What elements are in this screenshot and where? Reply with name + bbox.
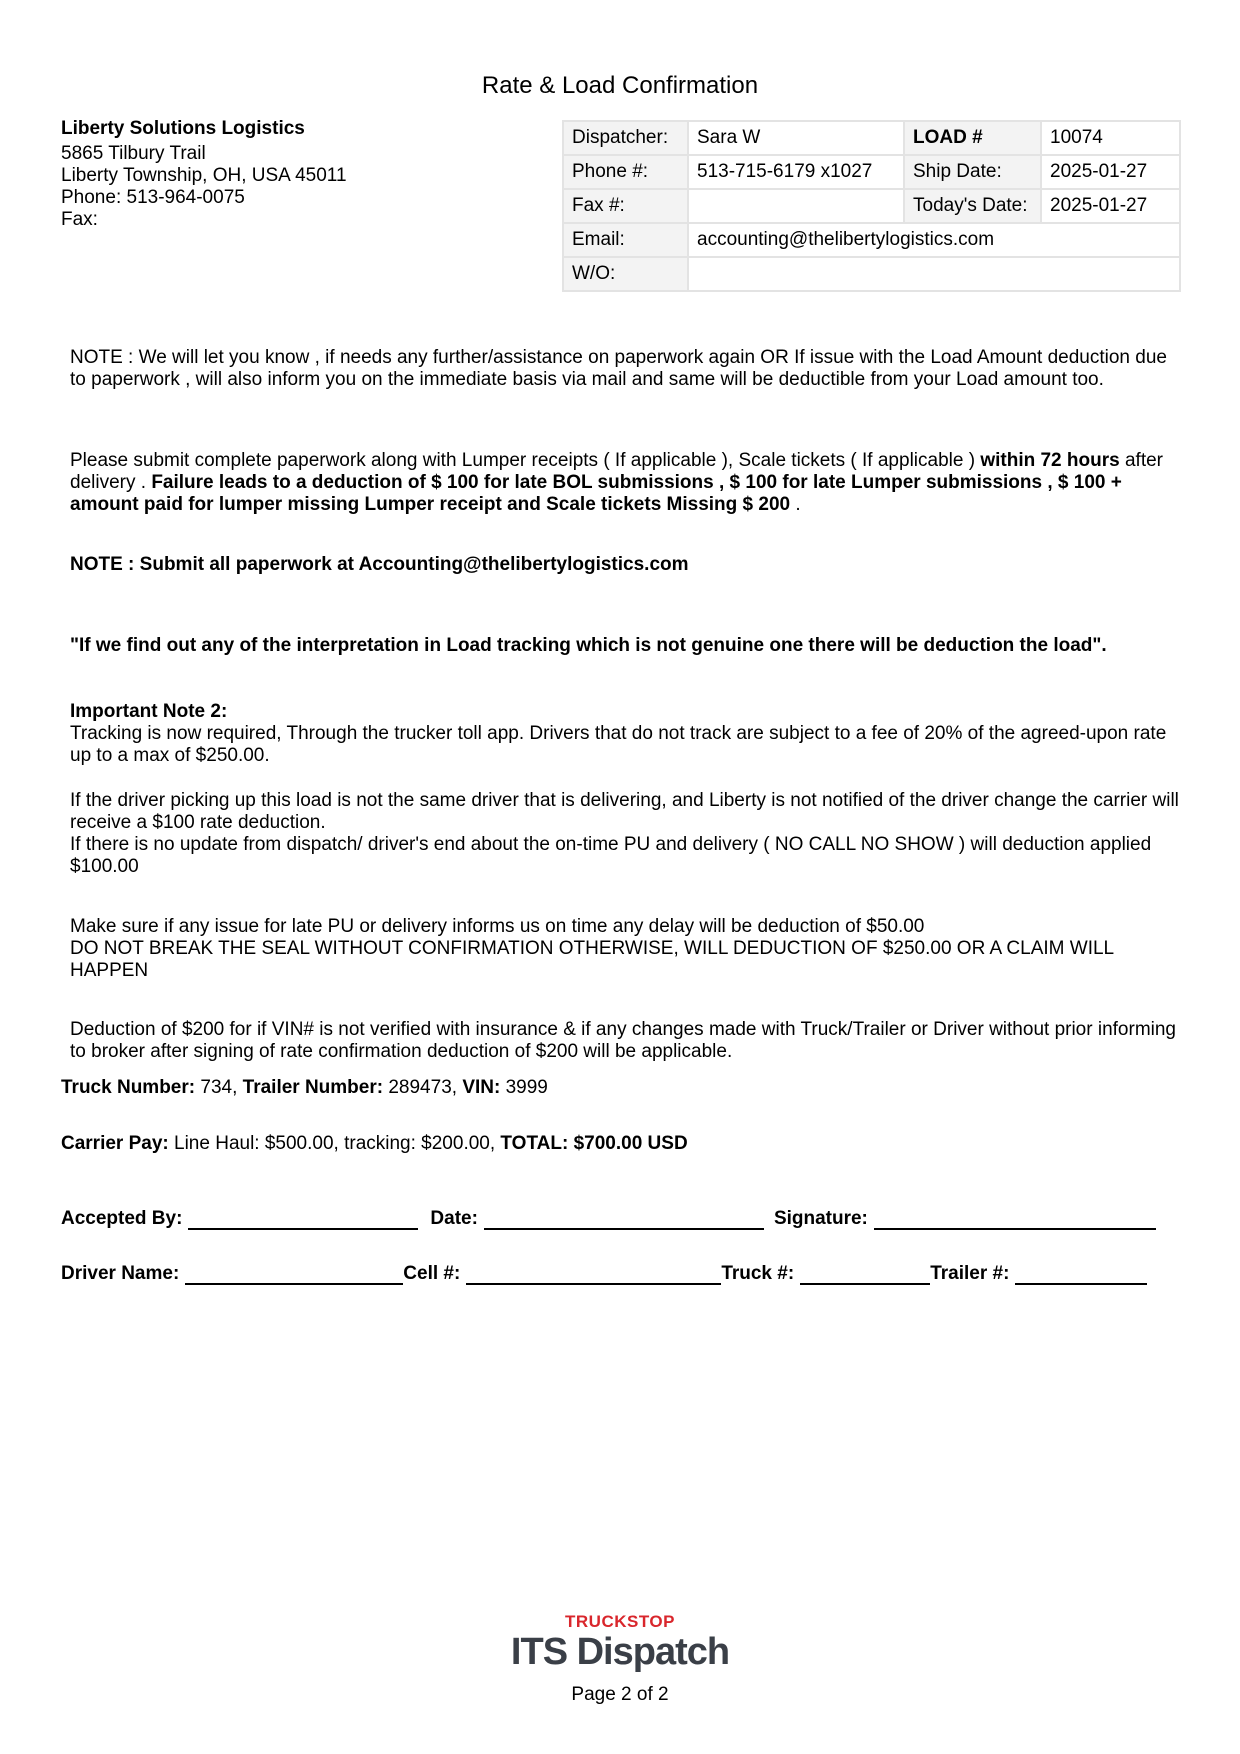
cell-label: Cell #: [403, 1263, 461, 1284]
dispatcher-value: Sara W [688, 121, 904, 155]
vin-label: VIN: [462, 1077, 501, 1098]
truck-label: Truck #: [721, 1263, 795, 1284]
load-number-value: 10074 [1041, 121, 1180, 155]
truck-number-value: 734, [200, 1077, 238, 1098]
signature-line [874, 1208, 1156, 1230]
todays-date-value: 2025-01-27 [1041, 189, 1180, 223]
document-title: Rate & Load Confirmation [481, 72, 759, 99]
carrier-pay-total: TOTAL: $700.00 USD [500, 1133, 688, 1154]
note-submit-email: NOTE : Submit all paperwork at Accounting@thelibertylogistics.com [70, 554, 689, 575]
truck-details [61, 1077, 548, 1099]
no-show-text: If there is no update from dispatch/ driver's end about the on-time PU and delivery ( NO CALL NO SHOW ) will deduction applied $100.00 [70, 834, 1152, 877]
cell-line [466, 1263, 721, 1285]
company-name: Liberty Solutions Logistics [61, 118, 305, 139]
work-order-value [688, 257, 1180, 291]
company-fax: Fax: [61, 209, 98, 230]
work-order-label: W/O: [563, 257, 688, 291]
table-row [563, 189, 1180, 223]
todays-date-label: Today's Date: [904, 189, 1041, 223]
trailer-line [1015, 1263, 1147, 1285]
submission-text: Please submit complete paperwork along with Lumper receipts ( If applicable ), Scale tickets ( If applicable ) [70, 450, 976, 471]
important-note-2 [70, 701, 1180, 767]
table-row [563, 223, 1180, 257]
truckstop-its-dispatch-logo [0, 1612, 1240, 1672]
carrier-pay-detail: Line Haul: $500.00, tracking: $200.00, [174, 1133, 496, 1154]
company-address-line1: 5865 Tilbury Trail [61, 143, 206, 164]
table-row [563, 155, 1180, 189]
dispatcher-label: Dispatcher: [563, 121, 688, 155]
company-block [61, 118, 347, 231]
truck-line [800, 1263, 930, 1285]
fax-label: Fax #: [563, 189, 688, 223]
driver-details-row [61, 1263, 1185, 1285]
important-note-text: Tracking is now required, Through the trucker toll app. Drivers that do not track are subject to a fee of 20% of the agreed-upon rate up to a max of $250.00. [70, 723, 1167, 766]
fax-value [688, 189, 904, 223]
phone-label: Phone #: [563, 155, 688, 189]
carrier-pay-label: Carrier Pay: [61, 1133, 169, 1154]
email-value: accounting@thelibertylogistics.com [688, 223, 1180, 257]
date-label: Date: [430, 1208, 478, 1229]
company-address-line2: Liberty Township, OH, USA 45011 [61, 165, 347, 186]
its-dispatch-product: ITS Dispatch [510, 1631, 730, 1673]
truckstop-brand: TRUCKSTOP [565, 1612, 675, 1631]
load-number-label: LOAD # [904, 121, 1041, 155]
accepted-by-line [188, 1208, 418, 1230]
load-info-table [562, 120, 1181, 292]
phone-value: 513-715-6179 x1027 [688, 155, 904, 189]
driver-change-text: If the driver picking up this load is not the same driver that is delivering, and Liberty is not notified of the driver change the carrier will receive a $100 rate deduction. [70, 790, 1179, 833]
driver-name-label: Driver Name: [61, 1263, 180, 1284]
important-note-title: Important Note 2: [70, 701, 228, 722]
date-line [484, 1208, 764, 1230]
table-row [563, 121, 1180, 155]
ship-date-value: 2025-01-27 [1041, 155, 1180, 189]
signature-label: Signature: [773, 1208, 868, 1229]
submission-after-delivery: after delivery . [70, 450, 1163, 493]
trailer-number-value: 289473, [388, 1077, 458, 1098]
trailer-number-label: Trailer Number: [242, 1077, 384, 1098]
trailer-label: Trailer #: [930, 1263, 1010, 1284]
note-tracking-genuine: "If we find out any of the interpretation in Load tracking which is not genuine one there will be deduction the load". [70, 635, 1107, 656]
note-submission-policy: Please submit complete paperwork along with Lumper receipts ( If applicable ), Scale tickets ( If applicable ) within 72 hours after delivery . Failure leads to a deduction of $ 100 for late BOL submissions , $ 100 for late Lumper submissions , $ 100 + amount paid for lumper missing Lumper receipt and Scale tickets Missing $ 200 . [70, 450, 1163, 515]
truck-number-label: Truck Number: [61, 1077, 196, 1098]
note-paperwork-deduction: NOTE : We will let you know , if needs any further/assistance on paperwork again OR If issue with the Load Amount deduction due to paperwork , will also inform you on the immediate basis via mail and same will be deductible from your Load amount too. [70, 347, 1167, 390]
vin-note: Deduction of $200 for if VIN# is not verified with insurance & if any changes made with Truck/Trailer or Driver without prior informing to broker after signing of rate confirmation deduction of $200 will be applicable. [70, 1019, 1176, 1062]
submission-deadline: within 72 hours [980, 450, 1120, 471]
accepted-by-label: Accepted By: [61, 1208, 183, 1229]
company-phone: Phone: 513-964-0075 [61, 187, 245, 208]
table-row [563, 257, 1180, 291]
acceptance-signature-row [61, 1208, 1185, 1230]
vin-value: 3999 [505, 1077, 548, 1098]
carrier-pay [61, 1133, 688, 1155]
driver-change-notes [70, 790, 1180, 878]
late-delivery-text: Make sure if any issue for late PU or delivery informs us on time any delay will be deduction of $50.00 [70, 916, 925, 937]
seal-warning-text: DO NOT BREAK THE SEAL WITHOUT CONFIRMATION OTHERWISE, WILL DEDUCTION OF $250.00 OR A CLAIM WILL HAPPEN [70, 938, 1114, 981]
ship-date-label: Ship Date: [904, 155, 1041, 189]
delay-notes [70, 916, 1180, 982]
page-number: Page 2 of 2 [571, 1684, 669, 1705]
driver-name-line [185, 1263, 403, 1285]
submission-penalties: Failure leads to a deduction of $ 100 for late BOL submissions , $ 100 for late Lumper submissions , $ 100 + amount paid for lumper missing Lumper receipt and Scale tickets Missing $ 200 [70, 472, 1122, 515]
email-label: Email: [563, 223, 688, 257]
